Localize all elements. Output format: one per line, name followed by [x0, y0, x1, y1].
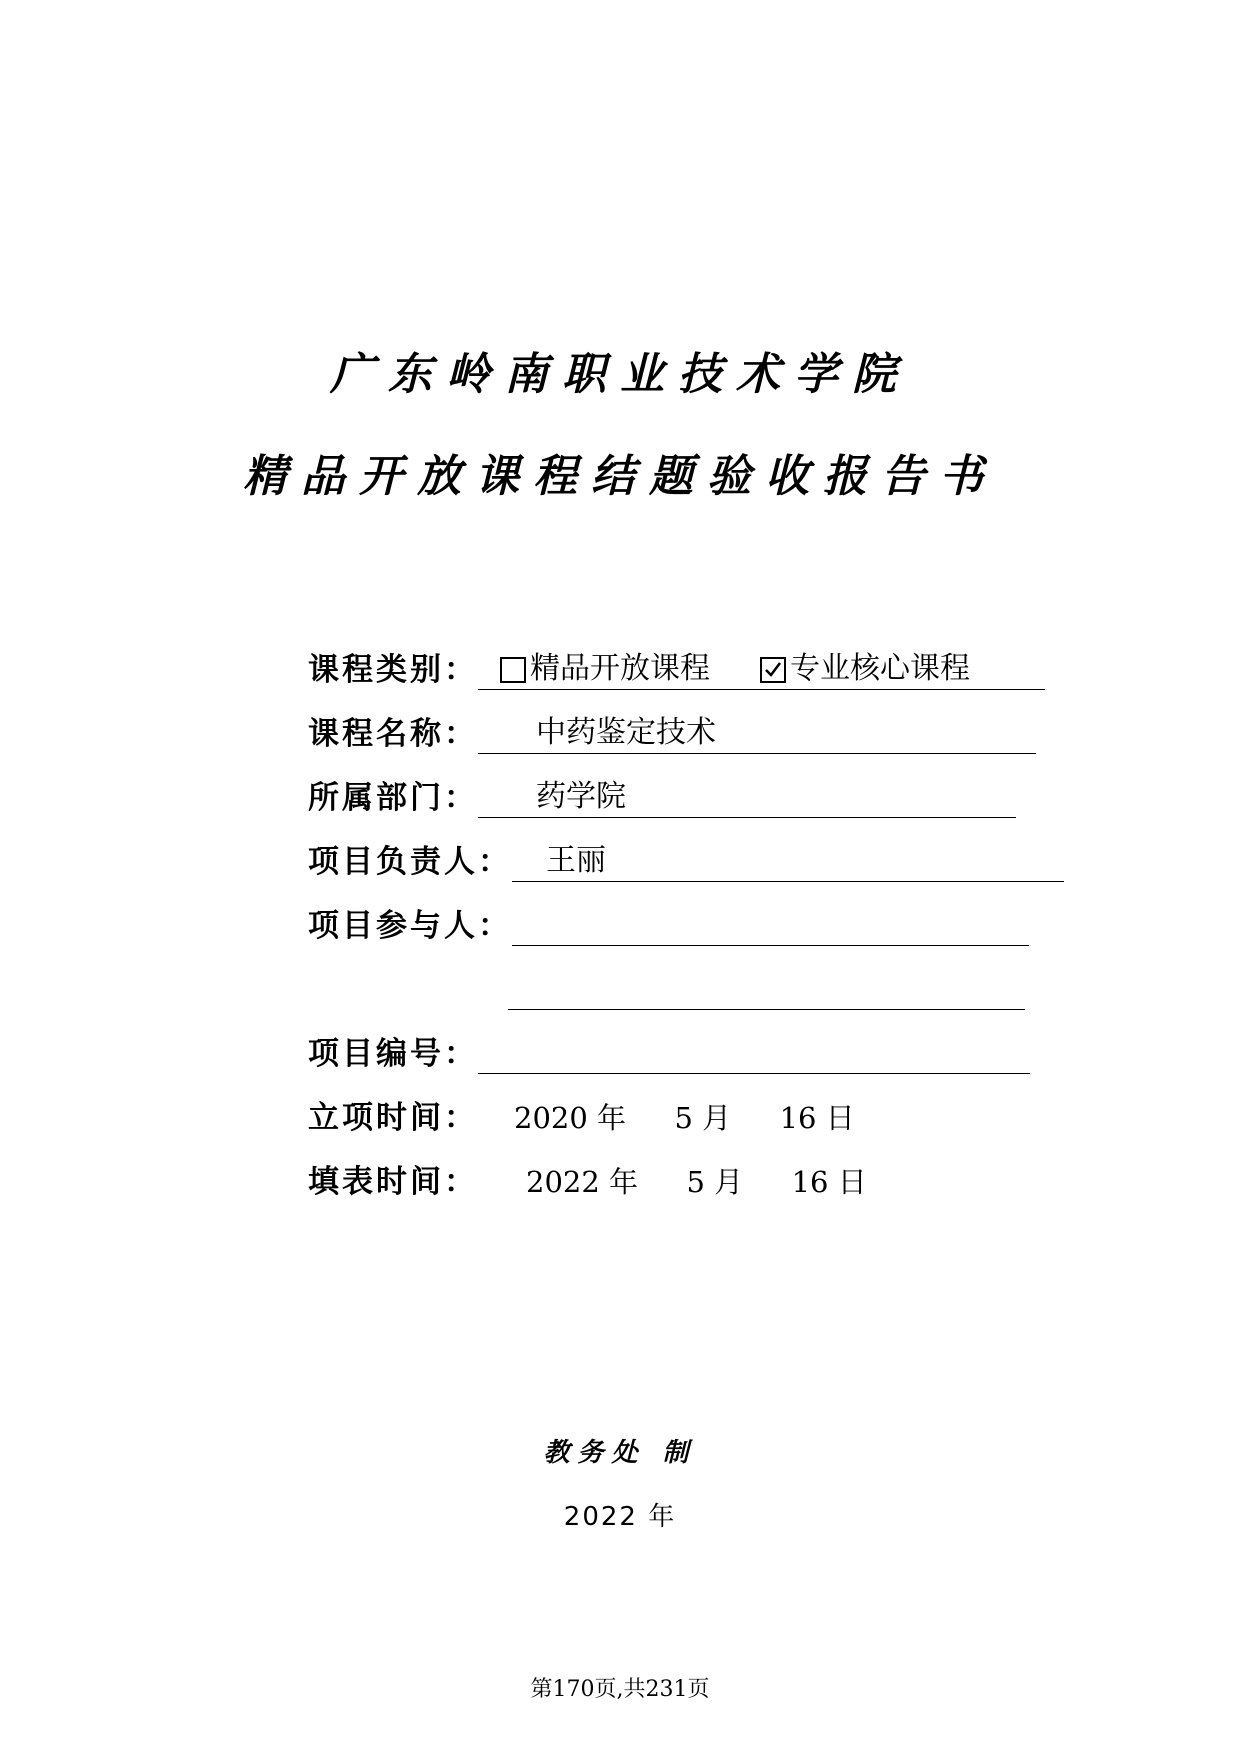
course-name-label: 课程名称： — [308, 716, 478, 752]
fill-month: 5 — [686, 1165, 705, 1199]
course-name-field[interactable] — [478, 713, 1036, 754]
fill-month-unit: 月 — [714, 1165, 744, 1199]
checked-box-icon[interactable] — [760, 657, 786, 683]
school-name: 广东岭南职业技术学院 — [330, 349, 910, 400]
leader-field[interactable] — [512, 841, 1064, 882]
fill-date-label: 填表时间： — [308, 1164, 478, 1200]
issue-year: 2022 年 — [563, 1502, 677, 1532]
category-option-2: 专业核心课程 — [790, 651, 970, 686]
start-date-value — [478, 1098, 855, 1138]
course-name-value: 中药鉴定技术 — [536, 715, 716, 750]
participants-row-2 — [508, 968, 1025, 1010]
fill-date-value — [478, 1162, 867, 1202]
fill-year: 2022 — [526, 1165, 600, 1199]
project-number-field[interactable] — [478, 1033, 1030, 1074]
department-label: 所属部门： — [308, 780, 478, 816]
category-label: 课程类别： — [308, 652, 478, 688]
page-number: 第170页,共231页 — [530, 1677, 710, 1702]
participants-label: 项目参与人： — [308, 908, 512, 944]
start-year: 2020 — [514, 1101, 588, 1135]
leader-row — [308, 840, 1064, 882]
project-number-label: 项目编号： — [308, 1036, 478, 1072]
fill-day-unit: 日 — [837, 1165, 867, 1199]
start-month-unit: 月 — [702, 1101, 732, 1135]
start-day-unit: 日 — [825, 1101, 855, 1135]
start-date-row — [308, 1096, 855, 1138]
leader-value: 王丽 — [546, 843, 606, 878]
participants-field[interactable] — [512, 905, 1029, 946]
department-value: 药学院 — [536, 779, 626, 814]
department-field[interactable] — [478, 777, 1016, 818]
department-row — [308, 776, 1016, 818]
start-month: 5 — [674, 1101, 693, 1135]
category-row — [308, 648, 1045, 690]
category-option-1: 精品开放课程 — [530, 651, 710, 686]
fill-year-unit: 年 — [609, 1165, 639, 1199]
report-title: 精品开放课程结题验收报告书 — [243, 451, 997, 502]
fill-day: 16 — [791, 1165, 829, 1199]
participants-row — [308, 904, 1029, 946]
unchecked-box-icon[interactable] — [500, 657, 526, 683]
start-day: 16 — [779, 1101, 817, 1135]
start-year-unit: 年 — [597, 1101, 627, 1135]
fill-date-row — [308, 1160, 867, 1202]
participants-field-2[interactable] — [508, 969, 1025, 1010]
category-field — [478, 649, 1045, 690]
start-date-label: 立项时间： — [308, 1100, 478, 1136]
leader-label: 项目负责人： — [308, 844, 512, 880]
issuing-office: 教务处 制 — [543, 1438, 697, 1468]
course-name-row — [308, 712, 1036, 754]
project-number-row — [308, 1032, 1030, 1074]
